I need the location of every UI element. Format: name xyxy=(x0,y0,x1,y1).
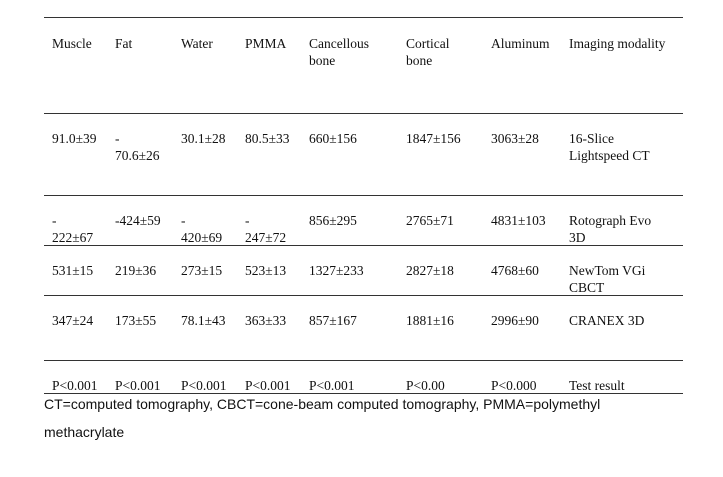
table-cell: Test result xyxy=(569,378,625,393)
header-imaging-modality: Imaging modality xyxy=(569,36,666,51)
table-cell: - 420±69 xyxy=(181,213,223,245)
table-footnote-line-1: CT=computed tomography, CBCT=cone-beam computed tomography, PMMA=polymethyl xyxy=(44,396,601,412)
table-cell: 30.1±28 xyxy=(181,131,226,146)
table-cell: P<0.001 xyxy=(245,378,291,393)
table-cell: 80.5±33 xyxy=(245,131,290,146)
table-cell: 856±295 xyxy=(309,213,357,228)
header-cancellous-bone: Cancellous bone xyxy=(309,36,369,68)
header-cortical-bone: Cortical bone xyxy=(406,36,450,68)
table-cell: 1327±233 xyxy=(309,263,364,278)
table-cell: P<0.001 xyxy=(309,378,355,393)
table-cell: 78.1±43 xyxy=(181,313,226,328)
table-cell: P<0.000 xyxy=(491,378,537,393)
table-cell: 2996±90 xyxy=(491,313,539,328)
table-cell: - 247±72 xyxy=(245,213,287,245)
table-cell: P<0.001 xyxy=(115,378,161,393)
table-cell: P<0.001 xyxy=(52,378,98,393)
header-muscle: Muscle xyxy=(52,36,92,51)
table-cell: CRANEX 3D xyxy=(569,313,645,328)
table-cell: - 70.6±26 xyxy=(115,131,160,163)
table-cell: - 222±67 xyxy=(52,213,94,245)
table-cell: 857±167 xyxy=(309,313,357,328)
table-cell: 16-Slice Lightspeed CT xyxy=(569,131,650,163)
table-cell: 173±55 xyxy=(115,313,157,328)
table-cell: 219±36 xyxy=(115,263,157,278)
table-cell: 3063±28 xyxy=(491,131,539,146)
table-cell: 2765±71 xyxy=(406,213,454,228)
table-cell: NewTom VGi CBCT xyxy=(569,263,646,295)
table-cell: 523±13 xyxy=(245,263,287,278)
table-cell: P<0.00 xyxy=(406,378,445,393)
table-top-rule xyxy=(44,17,683,18)
table-rule xyxy=(44,113,683,114)
table-cell: 4831±103 xyxy=(491,213,546,228)
table-cell: 531±15 xyxy=(52,263,94,278)
table-cell: P<0.001 xyxy=(181,378,227,393)
table-footnote-line-2: methacrylate xyxy=(44,424,125,440)
header-water: Water xyxy=(181,36,213,51)
table-cell: 4768±60 xyxy=(491,263,539,278)
table-cell: Rotograph Evo 3D xyxy=(569,213,652,245)
table-cell: 347±24 xyxy=(52,313,94,328)
header-aluminum: Aluminum xyxy=(491,36,550,51)
table-cell: 660±156 xyxy=(309,131,357,146)
table-rule xyxy=(44,360,683,361)
table-cell: -424±59 xyxy=(115,213,161,228)
header-fat: Fat xyxy=(115,36,133,51)
table-rule xyxy=(44,195,683,196)
header-pmma: PMMA xyxy=(245,36,287,51)
table-cell: 2827±18 xyxy=(406,263,454,278)
table-cell: 1847±156 xyxy=(406,131,461,146)
table-cell: 91.0±39 xyxy=(52,131,97,146)
table-cell: 1881±16 xyxy=(406,313,454,328)
table-cell: 363±33 xyxy=(245,313,287,328)
table-cell: 273±15 xyxy=(181,263,223,278)
